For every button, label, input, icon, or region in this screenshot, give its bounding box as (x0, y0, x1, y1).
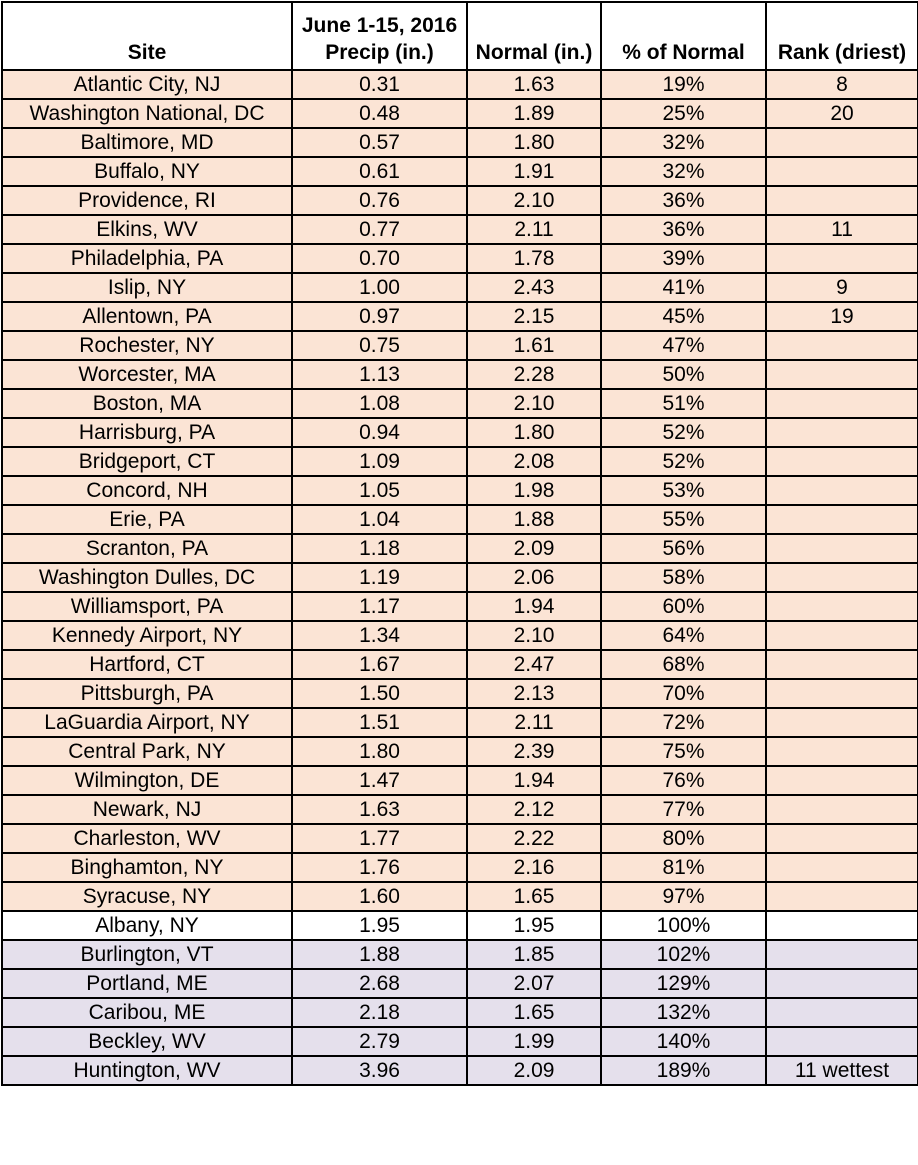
table-row (2, 650, 918, 679)
cell-precip: 1.80 (292, 737, 467, 766)
header-site: Site (2, 2, 292, 70)
cell-rank (766, 1027, 918, 1056)
cell-precip: 1.18 (292, 534, 467, 563)
table-row (2, 679, 918, 708)
cell-rank (766, 186, 918, 215)
cell-rank (766, 389, 918, 418)
cell-pct-of-normal: 56% (601, 534, 766, 563)
cell-site: Erie, PA (2, 505, 292, 534)
cell-normal: 2.10 (467, 186, 601, 215)
cell-normal: 1.88 (467, 505, 601, 534)
cell-pct-of-normal: 72% (601, 708, 766, 737)
cell-pct-of-normal: 77% (601, 795, 766, 824)
table-row (2, 998, 918, 1027)
header-precip (292, 2, 467, 70)
cell-site: Buffalo, NY (2, 157, 292, 186)
table-row (2, 360, 918, 389)
table-row (2, 99, 918, 128)
cell-rank: 19 (766, 302, 918, 331)
cell-pct-of-normal: 60% (601, 592, 766, 621)
cell-rank (766, 882, 918, 911)
cell-normal: 1.78 (467, 244, 601, 273)
cell-normal: 2.09 (467, 1056, 601, 1085)
cell-precip: 1.50 (292, 679, 467, 708)
table-row (2, 70, 918, 99)
cell-site: Islip, NY (2, 273, 292, 302)
cell-site: Binghamton, NY (2, 853, 292, 882)
cell-rank: 9 (766, 273, 918, 302)
cell-rank (766, 708, 918, 737)
cell-pct-of-normal: 100% (601, 911, 766, 940)
cell-site: Philadelphia, PA (2, 244, 292, 273)
cell-normal: 2.10 (467, 389, 601, 418)
table-row (2, 1056, 918, 1085)
table-row (2, 824, 918, 853)
table-row (2, 534, 918, 563)
cell-normal: 1.65 (467, 998, 601, 1027)
cell-pct-of-normal: 19% (601, 70, 766, 99)
cell-rank (766, 795, 918, 824)
cell-normal: 1.95 (467, 911, 601, 940)
table-row (2, 621, 918, 650)
cell-site: Syracuse, NY (2, 882, 292, 911)
cell-site: Baltimore, MD (2, 128, 292, 157)
cell-pct-of-normal: 76% (601, 766, 766, 795)
cell-precip: 1.63 (292, 795, 467, 824)
cell-pct-of-normal: 189% (601, 1056, 766, 1085)
table-row (2, 708, 918, 737)
table-row (2, 853, 918, 882)
cell-normal: 1.99 (467, 1027, 601, 1056)
cell-rank (766, 824, 918, 853)
cell-normal: 2.43 (467, 273, 601, 302)
cell-normal: 2.13 (467, 679, 601, 708)
cell-pct-of-normal: 52% (601, 418, 766, 447)
cell-precip: 0.97 (292, 302, 467, 331)
cell-precip: 0.31 (292, 70, 467, 99)
cell-pct-of-normal: 81% (601, 853, 766, 882)
cell-rank (766, 592, 918, 621)
cell-rank (766, 737, 918, 766)
cell-precip: 2.68 (292, 969, 467, 998)
cell-precip: 0.77 (292, 215, 467, 244)
cell-pct-of-normal: 32% (601, 128, 766, 157)
cell-precip: 1.13 (292, 360, 467, 389)
cell-normal: 1.94 (467, 766, 601, 795)
cell-precip: 0.75 (292, 331, 467, 360)
cell-normal: 1.94 (467, 592, 601, 621)
cell-pct-of-normal: 32% (601, 157, 766, 186)
cell-precip: 1.51 (292, 708, 467, 737)
cell-normal: 1.61 (467, 331, 601, 360)
cell-normal: 2.11 (467, 215, 601, 244)
table-row (2, 128, 918, 157)
cell-pct-of-normal: 80% (601, 824, 766, 853)
cell-precip: 1.88 (292, 940, 467, 969)
cell-rank (766, 505, 918, 534)
table-row (2, 766, 918, 795)
cell-normal: 2.28 (467, 360, 601, 389)
cell-site: LaGuardia Airport, NY (2, 708, 292, 737)
cell-pct-of-normal: 36% (601, 215, 766, 244)
cell-precip: 1.08 (292, 389, 467, 418)
cell-pct-of-normal: 36% (601, 186, 766, 215)
cell-pct-of-normal: 97% (601, 882, 766, 911)
cell-normal: 1.63 (467, 70, 601, 99)
cell-precip: 1.09 (292, 447, 467, 476)
table-row (2, 563, 918, 592)
cell-rank: 11 (766, 215, 918, 244)
cell-precip: 0.76 (292, 186, 467, 215)
cell-site: Harrisburg, PA (2, 418, 292, 447)
header-rank: Rank (driest) (766, 2, 918, 70)
table-row (2, 157, 918, 186)
cell-normal: 1.80 (467, 418, 601, 447)
cell-pct-of-normal: 53% (601, 476, 766, 505)
cell-normal: 2.15 (467, 302, 601, 331)
cell-pct-of-normal: 39% (601, 244, 766, 273)
cell-rank (766, 766, 918, 795)
cell-rank (766, 563, 918, 592)
cell-rank (766, 447, 918, 476)
cell-pct-of-normal: 41% (601, 273, 766, 302)
cell-site: Worcester, MA (2, 360, 292, 389)
cell-rank: 11 wettest (766, 1056, 918, 1085)
cell-precip: 1.60 (292, 882, 467, 911)
cell-site: Bridgeport, CT (2, 447, 292, 476)
cell-site: Washington Dulles, DC (2, 563, 292, 592)
cell-pct-of-normal: 70% (601, 679, 766, 708)
cell-precip: 2.18 (292, 998, 467, 1027)
table-row (2, 389, 918, 418)
cell-rank (766, 998, 918, 1027)
cell-pct-of-normal: 102% (601, 940, 766, 969)
header-precip-line2: Precip (in.) (325, 41, 434, 64)
table-row (2, 911, 918, 940)
table-body (2, 70, 918, 1085)
cell-pct-of-normal: 47% (601, 331, 766, 360)
cell-precip: 0.48 (292, 99, 467, 128)
cell-pct-of-normal: 51% (601, 389, 766, 418)
cell-normal: 2.22 (467, 824, 601, 853)
cell-pct-of-normal: 45% (601, 302, 766, 331)
cell-pct-of-normal: 52% (601, 447, 766, 476)
cell-site: Elkins, WV (2, 215, 292, 244)
cell-precip: 1.95 (292, 911, 467, 940)
cell-site: Williamsport, PA (2, 592, 292, 621)
cell-precip: 0.94 (292, 418, 467, 447)
cell-precip: 1.00 (292, 273, 467, 302)
table-row (2, 795, 918, 824)
table-row (2, 244, 918, 273)
cell-pct-of-normal: 129% (601, 969, 766, 998)
cell-normal: 2.10 (467, 621, 601, 650)
cell-rank (766, 940, 918, 969)
cell-site: Caribou, ME (2, 998, 292, 1027)
cell-rank: 20 (766, 99, 918, 128)
cell-normal: 1.91 (467, 157, 601, 186)
cell-normal: 1.85 (467, 940, 601, 969)
table-row (2, 273, 918, 302)
cell-precip: 0.70 (292, 244, 467, 273)
table-row (2, 331, 918, 360)
cell-rank (766, 534, 918, 563)
cell-site: Central Park, NY (2, 737, 292, 766)
cell-normal: 2.12 (467, 795, 601, 824)
header-pct-of-normal: % of Normal (601, 2, 766, 70)
cell-precip: 1.19 (292, 563, 467, 592)
cell-pct-of-normal: 58% (601, 563, 766, 592)
cell-rank: 8 (766, 70, 918, 99)
table-row (2, 215, 918, 244)
cell-site: Atlantic City, NJ (2, 70, 292, 99)
header-normal: Normal (in.) (467, 2, 601, 70)
header-row (2, 2, 918, 70)
cell-pct-of-normal: 25% (601, 99, 766, 128)
cell-rank (766, 911, 918, 940)
cell-rank (766, 969, 918, 998)
cell-normal: 1.80 (467, 128, 601, 157)
cell-pct-of-normal: 132% (601, 998, 766, 1027)
cell-rank (766, 418, 918, 447)
cell-precip: 1.34 (292, 621, 467, 650)
cell-precip: 1.77 (292, 824, 467, 853)
cell-site: Concord, NH (2, 476, 292, 505)
cell-precip: 1.17 (292, 592, 467, 621)
cell-rank (766, 128, 918, 157)
cell-pct-of-normal: 55% (601, 505, 766, 534)
cell-precip: 0.57 (292, 128, 467, 157)
table-row (2, 186, 918, 215)
table-row (2, 940, 918, 969)
cell-site: Rochester, NY (2, 331, 292, 360)
cell-precip: 1.67 (292, 650, 467, 679)
cell-normal: 2.16 (467, 853, 601, 882)
cell-site: Burlington, VT (2, 940, 292, 969)
cell-site: Newark, NJ (2, 795, 292, 824)
cell-pct-of-normal: 68% (601, 650, 766, 679)
cell-precip: 1.76 (292, 853, 467, 882)
table-row (2, 447, 918, 476)
cell-pct-of-normal: 50% (601, 360, 766, 389)
cell-rank (766, 157, 918, 186)
cell-precip: 1.47 (292, 766, 467, 795)
cell-normal: 2.39 (467, 737, 601, 766)
cell-normal: 1.65 (467, 882, 601, 911)
cell-precip: 1.05 (292, 476, 467, 505)
table-row (2, 882, 918, 911)
table-row (2, 969, 918, 998)
cell-site: Charleston, WV (2, 824, 292, 853)
cell-pct-of-normal: 64% (601, 621, 766, 650)
cell-rank (766, 621, 918, 650)
cell-normal: 2.47 (467, 650, 601, 679)
cell-precip: 3.96 (292, 1056, 467, 1085)
cell-normal: 2.07 (467, 969, 601, 998)
cell-site: Washington National, DC (2, 99, 292, 128)
cell-site: Beckley, WV (2, 1027, 292, 1056)
cell-site: Albany, NY (2, 911, 292, 940)
cell-precip: 0.61 (292, 157, 467, 186)
cell-site: Allentown, PA (2, 302, 292, 331)
table-row (2, 302, 918, 331)
header-precip-line1: June 1-15, 2016 (301, 14, 458, 37)
cell-rank (766, 853, 918, 882)
cell-site: Huntington, WV (2, 1056, 292, 1085)
cell-precip: 1.04 (292, 505, 467, 534)
cell-rank (766, 360, 918, 389)
cell-rank (766, 679, 918, 708)
cell-rank (766, 244, 918, 273)
cell-rank (766, 476, 918, 505)
cell-normal: 2.08 (467, 447, 601, 476)
table-row (2, 737, 918, 766)
cell-site: Scranton, PA (2, 534, 292, 563)
cell-normal: 2.09 (467, 534, 601, 563)
cell-normal: 2.11 (467, 708, 601, 737)
table-row (2, 476, 918, 505)
cell-site: Wilmington, DE (2, 766, 292, 795)
cell-pct-of-normal: 140% (601, 1027, 766, 1056)
table-row (2, 418, 918, 447)
cell-site: Hartford, CT (2, 650, 292, 679)
cell-site: Pittsburgh, PA (2, 679, 292, 708)
precipitation-table (1, 1, 918, 1086)
cell-normal: 1.89 (467, 99, 601, 128)
cell-precip: 2.79 (292, 1027, 467, 1056)
cell-rank (766, 331, 918, 360)
cell-rank (766, 650, 918, 679)
table-row (2, 505, 918, 534)
cell-site: Kennedy Airport, NY (2, 621, 292, 650)
cell-normal: 2.06 (467, 563, 601, 592)
cell-site: Providence, RI (2, 186, 292, 215)
cell-site: Portland, ME (2, 969, 292, 998)
table-row (2, 1027, 918, 1056)
cell-pct-of-normal: 75% (601, 737, 766, 766)
cell-site: Boston, MA (2, 389, 292, 418)
table-row (2, 592, 918, 621)
cell-normal: 1.98 (467, 476, 601, 505)
